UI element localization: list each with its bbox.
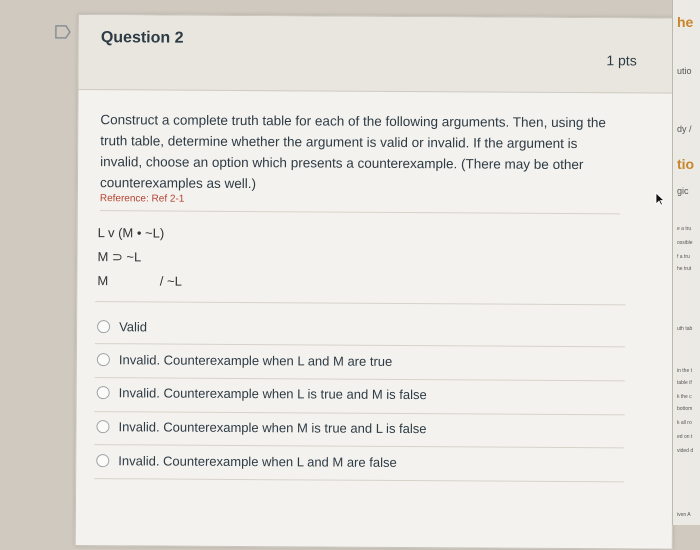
argument-premises xyxy=(97,221,182,294)
reference-label: Reference: Ref 2-1 xyxy=(100,193,620,214)
bg-text: he trut xyxy=(677,266,692,272)
option-label: Invalid. Counterexample when L and M are true xyxy=(118,351,393,369)
premise-3-text: M xyxy=(97,273,109,289)
question-card xyxy=(75,14,676,550)
bg-text: k all ro xyxy=(677,420,692,426)
bg-text: f a tru xyxy=(677,254,690,260)
bg-text: vided d xyxy=(677,448,694,454)
option-label: Invalid. Counterexample when M is true and L is false xyxy=(118,418,427,436)
bg-text: in the t xyxy=(677,368,693,374)
bg-text: ossible xyxy=(677,240,693,246)
premise-2: M ⊃ ~L xyxy=(97,249,142,265)
bg-text: utio xyxy=(677,66,692,76)
divider xyxy=(95,343,625,347)
option-label: Invalid. Counterexample when L is true and M is false xyxy=(118,384,427,402)
bg-text: he xyxy=(677,14,694,30)
radio-button[interactable] xyxy=(96,454,109,467)
radio-button[interactable] xyxy=(97,353,110,366)
bg-text: table if xyxy=(677,380,692,386)
radio-button[interactable] xyxy=(96,420,109,433)
option-label: Invalid. Counterexample when L and M are false xyxy=(118,452,397,470)
radio-button[interactable] xyxy=(97,386,110,399)
question-text: Construct a complete truth table for each of the following arguments. Then, using the truth table, determine whether the argument is valid or invalid. If the argument is invalid, choose an option which presents a counterexample. (There may be other counterexamples as well.) xyxy=(99,112,606,192)
premise-1: L v (M • ~L) xyxy=(97,225,165,241)
option-valid[interactable] xyxy=(97,315,617,340)
bg-text: uth tab xyxy=(677,326,693,332)
bg-text: e a tru xyxy=(677,226,692,232)
option-invalid-l-m-true[interactable] xyxy=(97,348,617,373)
flag-question-icon[interactable] xyxy=(55,25,71,39)
divider xyxy=(95,301,625,305)
bg-text: tio xyxy=(677,156,695,172)
premise-3 xyxy=(97,269,182,294)
divider xyxy=(94,444,624,448)
option-label: Valid xyxy=(119,318,148,334)
bg-text: dy / xyxy=(677,124,692,134)
bg-text: bottom xyxy=(677,406,693,412)
mouse-cursor-icon xyxy=(655,192,665,206)
conclusion: / ~L xyxy=(159,273,182,289)
option-invalid-l-true-m-false[interactable] xyxy=(97,381,617,406)
background-page-sliver xyxy=(672,0,700,525)
bg-text: iven A xyxy=(677,512,691,518)
option-invalid-l-m-false[interactable] xyxy=(96,449,616,474)
divider xyxy=(94,478,624,482)
bg-text: k the c xyxy=(677,394,692,400)
question-points: 1 pts xyxy=(606,52,637,69)
option-invalid-m-true-l-false[interactable] xyxy=(96,415,616,440)
radio-button[interactable] xyxy=(97,320,110,333)
bg-text: ed on t xyxy=(677,434,693,440)
bg-text: gic xyxy=(677,186,689,196)
question-header xyxy=(79,15,675,94)
question-title: Question 2 xyxy=(100,29,184,47)
